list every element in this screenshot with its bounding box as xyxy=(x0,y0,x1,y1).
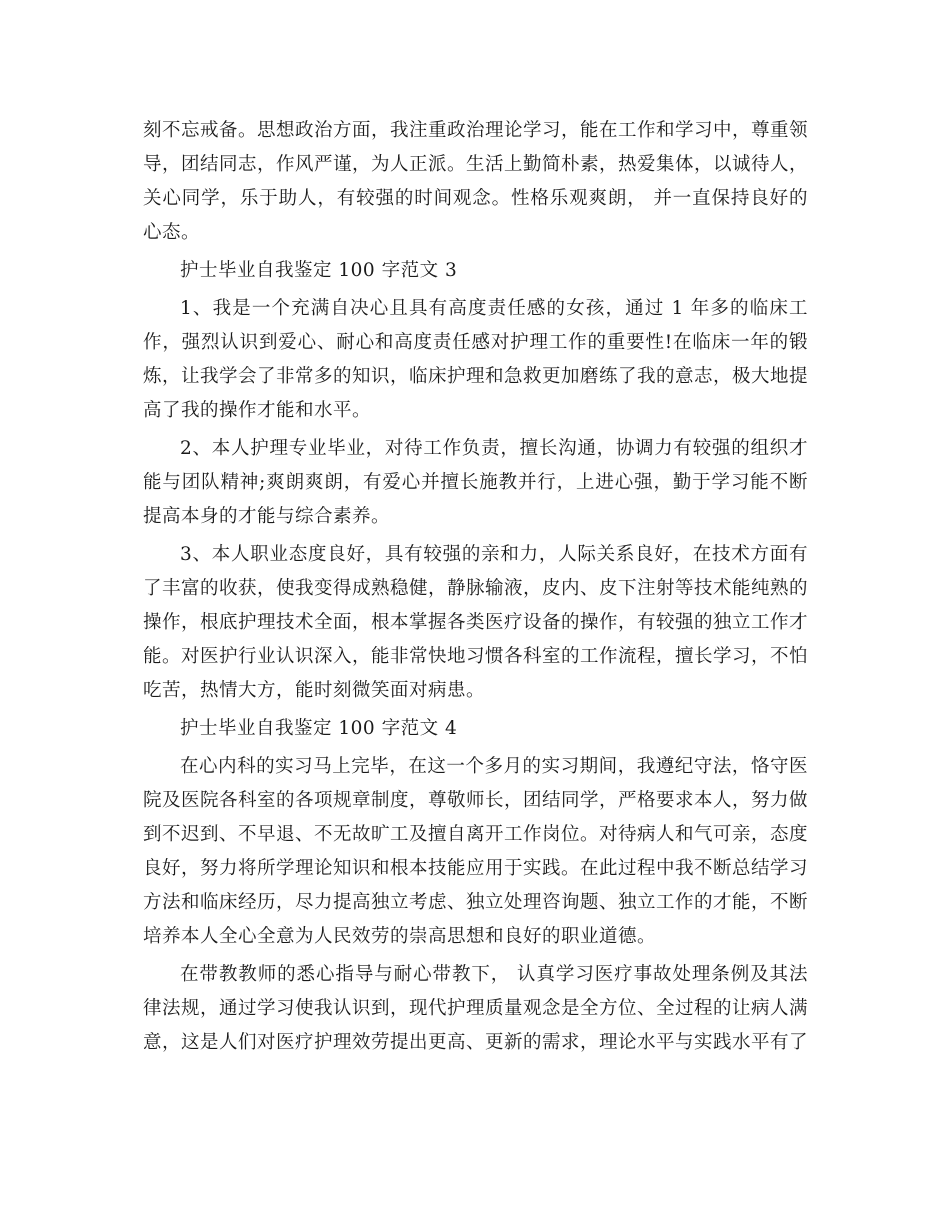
paragraph: 2、本人护理专业毕业，对待工作负责，擅长沟通，协调力有较强的组织才能与团队精神;爽朗爽朗，有爱心并擅长施教并行，上进心强，勤于学习能不断提高本身的才能与综合素养。 xyxy=(143,438,808,527)
paragraph: 刻不忘戒备。思想政治方面，我注重政治理论学习，能在工作和学习中，尊重领导，团结同志，作风严谨，为人正派。生活上勤简朴素，热爱集体，以诚待人，关心同学，乐于助人，有较强的时间观念。性格乐观爽朗， 并一直保持良好的心态。 xyxy=(143,120,809,243)
document-body xyxy=(143,114,808,1064)
paragraph: 1、我是一个充满自决心且具有高度责任感的女孩，通过 1 年多的临床工作，强烈认识到爱心、耐心和高度责任感对护理工作的重要性!在临床一年的锻炼，让我学会了非常多的知识，临床护理和急救更加磨练了我的意志，极大地提高了我的操作才能和水平。 xyxy=(143,298,809,421)
paragraph: 3、本人职业态度良好，具有较强的亲和力，人际关系良好，在技术方面有了丰富的收获，使我变得成熟稳健，静脉输液，皮内、皮下注射等技术能纯熟的操作，根底护理技术全面，根本掌握各类医疗设备的操作，有较强的独立工作才能。对医护行业认识深入，能非常快地习惯各科室的工作流程，擅长学习，不怕吃苦，热情大方，能时刻微笑面对病患。 xyxy=(143,544,809,701)
paragraph: 在带教教师的悉心指导与耐心带教下， 认真学习医疗事故处理条例及其法律法规，通过学习使我认识到，现代护理质量观念是全方位、全过程的让病人满意，这是人们对医疗护理效劳提出更高、更新的需求，理论水平与实践水平有了 xyxy=(143,964,809,1053)
section-heading: 护士毕业自我鉴定 100 字范文 4 xyxy=(180,718,458,739)
paragraph: 在心内科的实习马上完毕，在这一个多月的实习期间，我遵纪守法，恪守医院及医院各科室的各项规章制度，尊敬师长，团结同学，严格要求本人，努力做到不迟到、不早退、不无故旷工及擅自离开工作岗位。对待病人和气可亲，态度良好，努力将所学理论知识和根本技能应用于实践。在此过程中我不断总结学习方法和临床经历，尽力提高独立考虑、独立处理咨询题、独立工作的才能，不断培养本人全心全意为人民效劳的崇高思想和良好的职业道德。 xyxy=(143,756,809,947)
section-heading: 护士毕业自我鉴定 100 字范文 3 xyxy=(180,260,458,281)
